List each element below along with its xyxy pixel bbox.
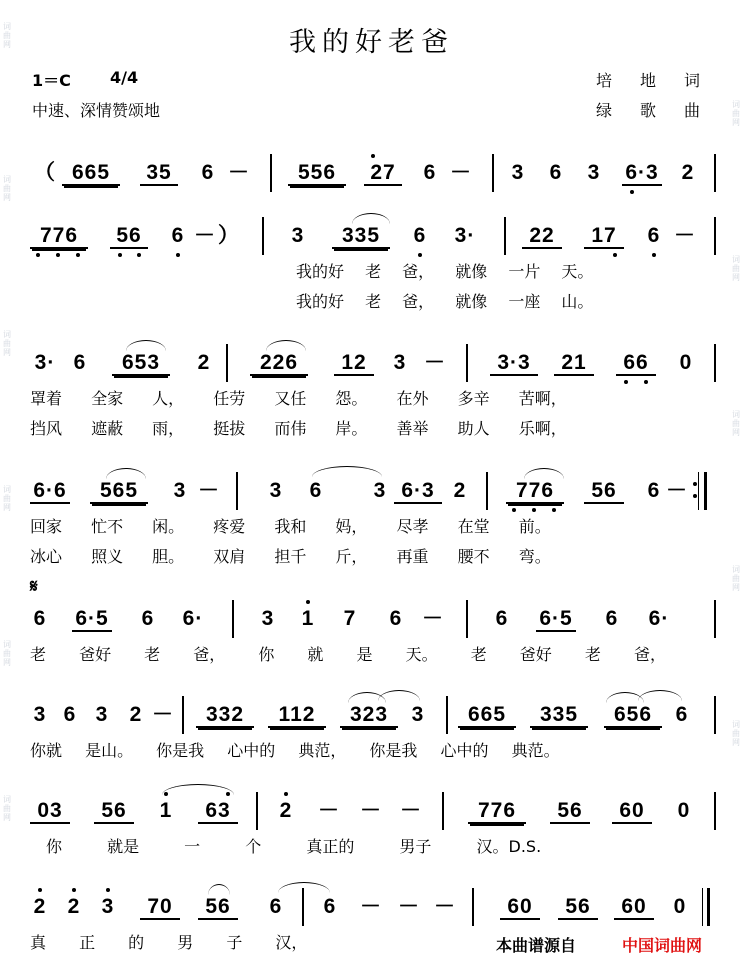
bar-line [472,888,474,926]
end-repeat-bar [704,472,707,510]
bar-line [714,792,716,830]
slur [278,882,330,893]
note: 2 [279,799,293,822]
watermark-text: 词 曲 网 [732,100,740,127]
watermark-text: 词 曲 网 [3,175,11,202]
watermark-text: 词 曲 网 [3,330,11,357]
note: 0 [677,799,691,822]
note-group: 6·3 [622,160,662,186]
lyrics-verse-1: 罩着 全家 人， 任劳 又任 怨。 在外 多辛 苦啊， [30,389,567,408]
key-signature: 1＝C [32,71,71,90]
bar-line [714,600,716,638]
octave-dot [137,253,141,257]
note-group: 60 [614,894,654,920]
note-group: 66 [616,350,656,376]
note: － [318,799,340,822]
note: － [398,895,420,918]
site-name-link[interactable]: 中国词曲网 [622,936,703,955]
note: 6 [549,161,563,184]
note-group: 112 [268,702,326,728]
bar-line [262,217,264,255]
composer-credit: 绿歌曲 [596,101,729,120]
note: － [424,351,446,374]
bar-line [492,154,494,192]
note-group: 17 [584,223,624,249]
octave-dot [532,508,536,512]
note-group: 63 [198,798,238,824]
note: － [360,799,382,822]
note-group: 35 [140,160,178,186]
note: 7 [343,607,357,630]
bar-line [466,600,468,638]
octave-dot [306,600,310,604]
note: 6 [309,479,323,502]
note-group: 335 [530,702,588,728]
note: 6 [495,607,509,630]
note: 2 [453,479,467,502]
lyrics-verse-2: 冰心 照义 胆。 双肩 担千 斤， 再重 腰不 弯。 [30,547,551,566]
bar-line [256,792,258,830]
note-group: 665 [62,160,120,186]
note: 3 [393,351,407,374]
watermark-text: 词 曲 网 [3,485,11,512]
note: － [450,161,472,184]
bar-line [446,696,448,734]
octave-dot [552,508,556,512]
note-group: 21 [554,350,594,376]
bar-line [442,792,444,830]
note-group: 556 [288,160,346,186]
watermark-text: 词 曲 网 [732,565,740,592]
note-group: 6·5 [536,606,576,632]
note-group: 12 [334,350,374,376]
note-group: 6·5 [72,606,112,632]
octave-dot [644,380,648,384]
note-group: 323 [340,702,398,728]
watermark-right [729,0,743,978]
note-group: 653 [112,350,170,376]
note: 6 [413,224,427,247]
bar-line [714,696,716,734]
note-group: 56 [94,798,134,824]
bar-line [232,600,234,638]
note: 6 [389,607,403,630]
octave-dot [36,253,40,257]
note: 2 [33,895,47,918]
note: 6 [201,161,215,184]
note: － [152,703,174,726]
score-row-4 [30,478,720,566]
note-group: 56 [198,894,238,920]
note: － [228,161,250,184]
octave-dot [118,253,122,257]
song-title: 我的好老爸 [289,27,454,58]
note-group: 56 [558,894,598,920]
note: 6 [73,351,87,374]
octave-dot [176,253,180,257]
note: 1 [301,607,315,630]
bar-line [226,344,228,382]
note: 3 [101,895,115,918]
note: 6· [182,607,204,630]
note: 2 [681,161,695,184]
watermark-text: 词 曲 网 [732,410,740,437]
note: － [400,799,422,822]
note: 1 [159,799,173,822]
note: 0 [679,351,693,374]
lyrics-verse-1: 老 爸好 老 爸， 你 就 是 天。 老 爸好 老 爸， [30,645,666,664]
score-row-5 [30,606,720,686]
octave-dot [624,380,628,384]
note-group: 56 [550,798,590,824]
note-group: 56 [110,223,148,249]
time-signature: 4/4 [110,68,139,87]
score-row-8 [30,894,720,974]
note: 3 [269,479,283,502]
repeat-dot [693,482,697,486]
lyrics-verse-1: 回家 忙不 闲。 疼爱 我和 妈， 尽孝 在堂 前。 [30,517,551,536]
note: 3· [34,351,56,374]
lyrics-verse-2: 挡风 遮蔽 雨， 挺拔 而伟 岸。 善举 助人 乐啊， [30,419,567,438]
octave-dot [226,792,230,796]
note-group: 3·3 [490,350,538,376]
score-row-3 [30,350,720,438]
watermark-left [0,0,14,978]
lyrics-verse-1: 我的好 老 爸， 就像 一片 天。 [296,262,594,281]
note-group: 776 [506,478,564,504]
source-note: 本曲谱源自 [496,936,577,955]
note: 6 [647,224,661,247]
score-row-6 [30,702,720,782]
note: ） [218,224,240,247]
note: 6 [647,479,661,502]
bar-line [486,472,488,510]
note-group: 332 [196,702,254,728]
note: 2 [197,351,211,374]
note-group: 22 [522,223,562,249]
octave-dot [652,253,656,257]
note: 3 [291,224,305,247]
note: 6 [63,703,77,726]
lyrics-verse-2: 我的好 老 爸， 就像 一座 山。 [296,292,594,311]
note: 3 [411,703,425,726]
note: 3 [33,703,47,726]
bar-line [302,888,304,926]
octave-dot [371,154,375,158]
note: 3 [95,703,109,726]
slur [378,690,420,701]
octave-dot [630,190,634,194]
note: 6 [141,607,155,630]
note: 6 [675,703,689,726]
note: － [198,479,220,502]
bar-line [698,472,699,510]
slur [162,784,234,795]
bar-line [466,344,468,382]
note: 6 [33,607,47,630]
bar-line [702,888,703,926]
watermark-text: 词 曲 网 [3,22,11,49]
note-group: 665 [458,702,516,728]
note: － [666,479,688,502]
note: 0 [673,895,687,918]
bar-line [270,154,272,192]
note: － [422,607,444,630]
note: （ [34,161,56,184]
note: 3 [373,479,387,502]
lyrics-verse-1: 真 正 的 男 子 汉， [30,933,308,952]
slur [638,690,682,701]
bar-line [236,472,238,510]
note: 6· [648,607,670,630]
octave-dot [76,253,80,257]
note-group: 70 [140,894,180,920]
octave-dot [56,253,60,257]
bar-line [182,696,184,734]
tempo-marking: 中速、深情赞颂地 [32,101,161,120]
note-group: 03 [30,798,70,824]
note: 6 [423,161,437,184]
octave-dot [512,508,516,512]
note-group: 565 [90,478,148,504]
bar-line [714,154,716,192]
note: 6 [605,607,619,630]
repeat-dot [693,494,697,498]
bar-line [504,217,506,255]
note-group: 56 [584,478,624,504]
score-row-2 [30,223,720,311]
note: 3· [454,224,476,247]
note-group: 776 [468,798,526,824]
note: 6 [171,224,185,247]
note: 3 [261,607,275,630]
watermark-text: 词 曲 网 [732,255,740,282]
note-group: 776 [30,223,88,249]
note: 6 [323,895,337,918]
note: 3 [587,161,601,184]
watermark-text: 词 曲 网 [3,795,11,822]
note: － [194,224,216,247]
note: 3 [173,479,187,502]
lyricist-credit: 培地词 [596,71,729,90]
bar-line [714,217,716,255]
segno-sign: 𝄋 [30,576,38,597]
note: 3 [511,161,525,184]
note-group: 226 [250,350,308,376]
octave-dot [106,888,110,892]
note-group: 6·3 [394,478,442,504]
lyrics-verse-1: 你 就是 一 个 真正的 男子 汉。D.S. [46,837,542,856]
note: － [360,895,382,918]
lyrics-verse-1: 你就 是山。 你是我 心中的 典范， 你是我 心中的 典范。 [30,741,560,760]
score-row-7 [30,798,720,878]
bar-line [714,344,716,382]
slur [312,466,382,477]
watermark-text: 词 曲 网 [732,720,740,747]
final-bar [707,888,710,926]
watermark-text: 词 曲 网 [3,640,11,667]
octave-dot [164,792,168,796]
note-group: 27 [364,160,402,186]
note: － [434,895,456,918]
note: － [674,224,696,247]
note-group: 335 [332,223,390,249]
note: 6 [269,895,283,918]
octave-dot [38,888,42,892]
note-group: 60 [612,798,652,824]
octave-dot [418,253,422,257]
octave-dot [284,792,288,796]
note: 2 [67,895,81,918]
note: 2 [129,703,143,726]
octave-dot [613,253,617,257]
octave-dot [72,888,76,892]
note-group: 6·6 [30,478,70,504]
note-group: 656 [604,702,662,728]
note-group: 60 [500,894,540,920]
